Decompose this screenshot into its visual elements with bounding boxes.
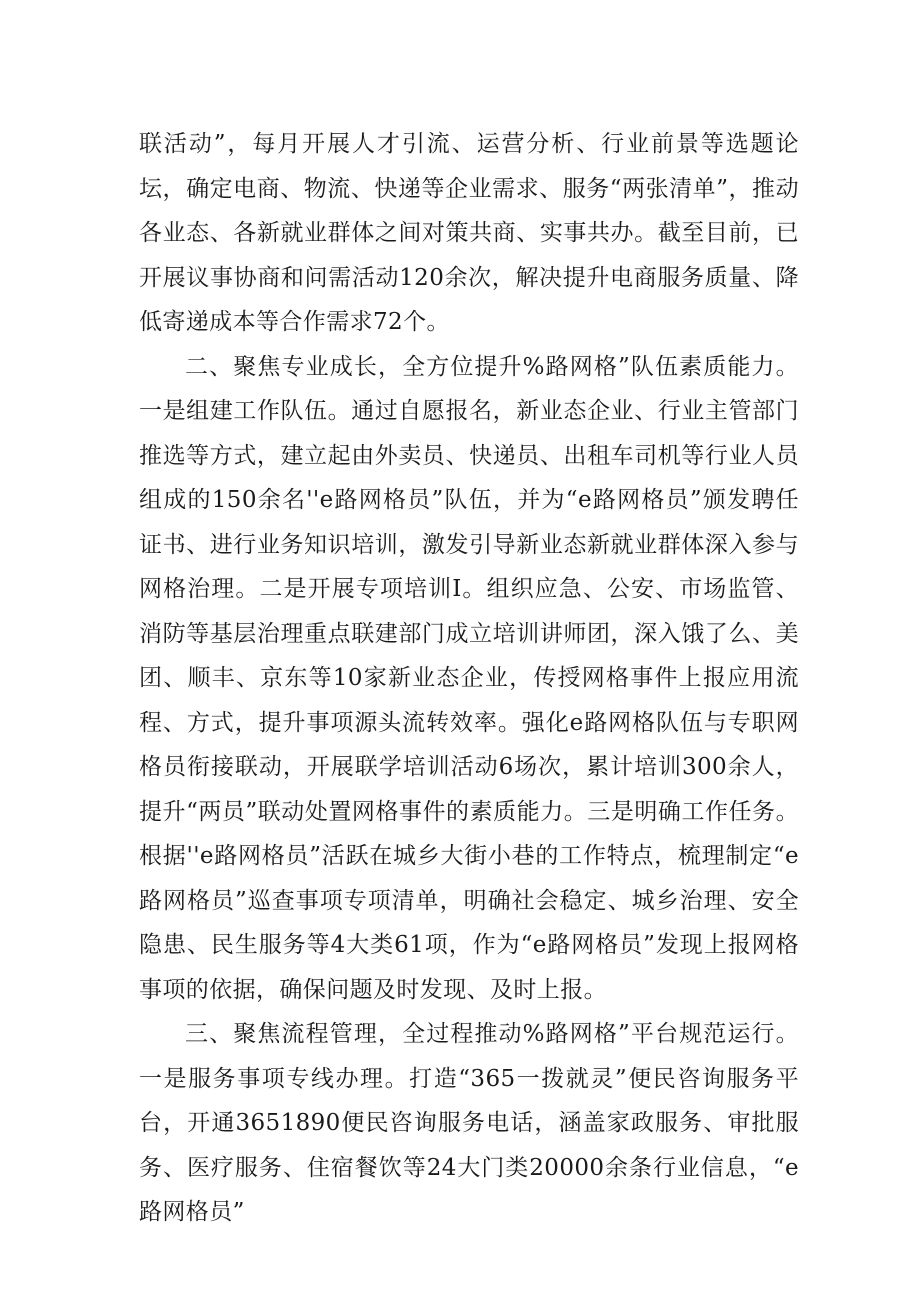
document-body xyxy=(139,122,799,1235)
paragraph-section-three: 三、聚焦流程管理，全过程推动%路网格”平台规范运行。一是服务事项专线办理。打造“365一拨就灵”便民咨询服务平台，开通3651890便民咨询服务电话，涵盖家政服务、审批服务、医疗服务、住宿餐饮等24大门类20000余条行业信息，“e路网格员” xyxy=(139,1021,799,1225)
paragraph-continuation: 联活动”，每月开展人才引流、运营分析、行业前景等选题论坛，确定电商、物流、快递等企业需求、服务“两张清单”，推动各业态、各新就业群体之间对策共商、实事共办。截至目前，已开展议事协商和问需活动120余次，解决提升电商服务质量、降低寄递成本等合作需求72个。 xyxy=(139,131,799,335)
paragraph-section-two: 二、聚焦专业成长，全方位提升%路网格”队伍素质能力。一是组建工作队伍。通过自愿报名，新业态企业、行业主管部门推选等方式，建立起由外卖员、快递员、出租车司机等行业人员组成的150余名''e路网格员”队伍，并为“e路网格员”颁发聘任证书、进行业务知识培训，激发引导新业态新就业群体深入参与网格治理。二是开展专项培训I。组织应急、公安、市场监管、消防等基层治理重点联建部门成立培训讲师团，深入饿了么、美团、顺丰、京东等10家新业态企业，传授网格事件上报应用流程、方式，提升事项源头流转效率。强化e路网格队伍与专职网格员衔接联动，开展联学培训活动6场次，累计培训300余人，提升“两员”联动处置网格事件的素质能力。三是明确工作任务。根据''e路网格员”活跃在城乡大街小巷的工作特点，梳理制定“e路网格员”巡查事项专项清单，明确社会稳定、城乡治理、安全隐患、民生服务等4大类61项，作为“e路网格员”发现上报网格事项的依据，确保问题及时发现、及时上报。 xyxy=(139,353,799,1003)
